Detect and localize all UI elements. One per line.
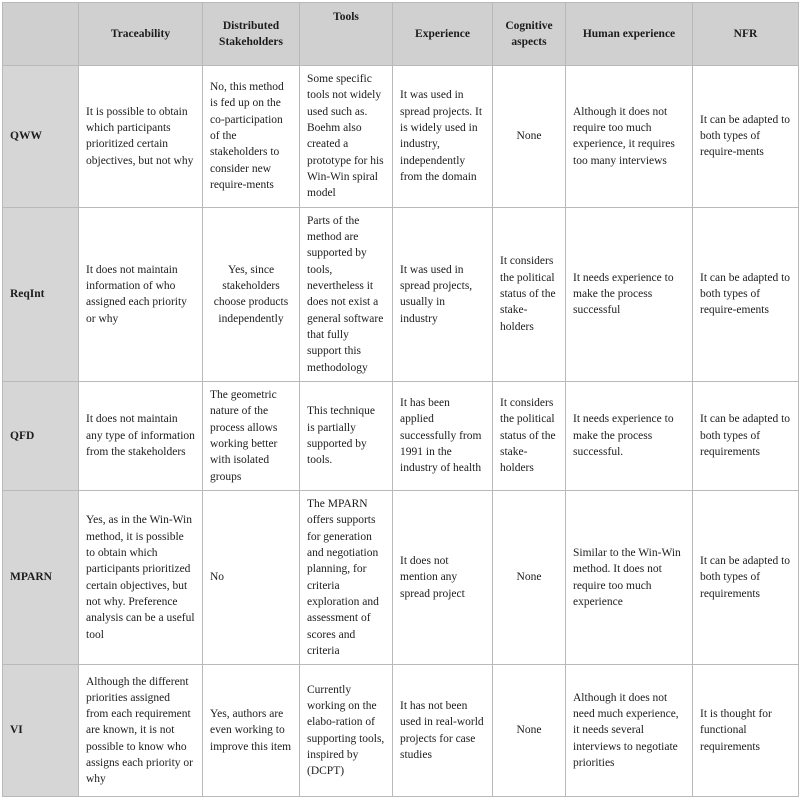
table-row — [3, 490, 799, 664]
row-header-method: VI — [3, 665, 79, 797]
cell-experience: It was used in spread projects. It is widely used in industry, independently from the domain — [393, 66, 493, 208]
cell-traceability: Although the different priorities assigned from each requirement are known, it is not possible to know who assigns each priority or why — [79, 665, 203, 797]
header-cell-cognitive-aspects: Cognitive aspects — [493, 3, 566, 66]
cell-nfr: It can be adapted to both types of requirements — [693, 490, 799, 664]
cell-experience: It has been applied successfully from 1991 in the industry of health — [393, 381, 493, 490]
cell-distributed-stakeholders: Yes, since stakeholders choose products independently — [203, 207, 300, 381]
header-cell-experience: Experience — [393, 3, 493, 66]
header-row — [3, 3, 799, 66]
cell-human-experience: It needs experience to make the process successful. — [566, 381, 693, 490]
cell-human-experience: It needs experience to make the process successful — [566, 207, 693, 381]
cell-nfr: It can be adapted to both types of require-ements — [693, 207, 799, 381]
table-row — [3, 207, 799, 381]
header-cell-tools: Tools — [300, 3, 393, 66]
table-header — [3, 3, 799, 66]
cell-human-experience: Similar to the Win-Win method. It does not require too much experience — [566, 490, 693, 664]
cell-cognitive-aspects: None — [493, 490, 566, 664]
header-cell-method — [3, 3, 79, 66]
cell-nfr: It can be adapted to both types of require-ments — [693, 66, 799, 208]
cell-distributed-stakeholders: No — [203, 490, 300, 664]
cell-experience: It was used in spread projects, usually in industry — [393, 207, 493, 381]
cell-cognitive-aspects: It considers the political status of the stake-holders — [493, 207, 566, 381]
table-body — [3, 66, 799, 797]
cell-distributed-stakeholders: The geometric nature of the process allows working better with isolated groups — [203, 381, 300, 490]
cell-traceability: It does not maintain any type of information from the stakeholders — [79, 381, 203, 490]
row-header-method: MPARN — [3, 490, 79, 664]
cell-distributed-stakeholders: No, this method is fed up on the co-participation of the stakeholders to consider new require-ments — [203, 66, 300, 208]
header-cell-traceability: Traceability — [79, 3, 203, 66]
cell-distributed-stakeholders: Yes, authors are even working to improve this item — [203, 665, 300, 797]
row-header-method: ReqInt — [3, 207, 79, 381]
comparison-table-container — [0, 2, 800, 786]
cell-tools: The MPARN offers supports for generation and negotiation planning, for criteria exploration and assessment of scores and criteria — [300, 490, 393, 664]
cell-cognitive-aspects: It considers the political status of the stake-holders — [493, 381, 566, 490]
cell-experience: It has not been used in real-world projects for case studies — [393, 665, 493, 797]
cell-human-experience: Although it does not require too much experience, it requires too many interviews — [566, 66, 693, 208]
row-header-method: QFD — [3, 381, 79, 490]
cell-traceability: Yes, as in the Win-Win method, it is possible to obtain which participants prioritized certain objectives, but not why. Preference analysis can be a useful tool — [79, 490, 203, 664]
cell-human-experience: Although it does not need much experience, it needs several interviews to negotiate priorities — [566, 665, 693, 797]
header-cell-distributed-stakeholders: Distributed Stakeholders — [203, 3, 300, 66]
cell-tools: Currently working on the elabo-ration of supporting tools, inspired by (DCPT) — [300, 665, 393, 797]
table-row — [3, 665, 799, 797]
cell-tools: This technique is partially supported by tools. — [300, 381, 393, 490]
methods-comparison-table — [2, 2, 799, 797]
cell-traceability: It does not maintain information of who assigned each priority or why — [79, 207, 203, 381]
cell-tools: Some specific tools not widely used such as. Boehm also created a prototype for his Win-Win spiral model — [300, 66, 393, 208]
cell-nfr: It is thought for functional requirements — [693, 665, 799, 797]
header-cell-human-experience: Human experience — [566, 3, 693, 66]
cell-experience: It does not mention any spread project — [393, 490, 493, 664]
cell-cognitive-aspects: None — [493, 665, 566, 797]
cell-nfr: It can be adapted to both types of requirements — [693, 381, 799, 490]
table-row — [3, 381, 799, 490]
cell-traceability: It is possible to obtain which participants prioritized certain objectives, but not why — [79, 66, 203, 208]
header-cell-nfr: NFR — [693, 3, 799, 66]
cell-cognitive-aspects: None — [493, 66, 566, 208]
table-row — [3, 66, 799, 208]
cell-tools: Parts of the method are supported by tools, nevertheless it does not exist a general software that fully support this methodology — [300, 207, 393, 381]
row-header-method: QWW — [3, 66, 79, 208]
